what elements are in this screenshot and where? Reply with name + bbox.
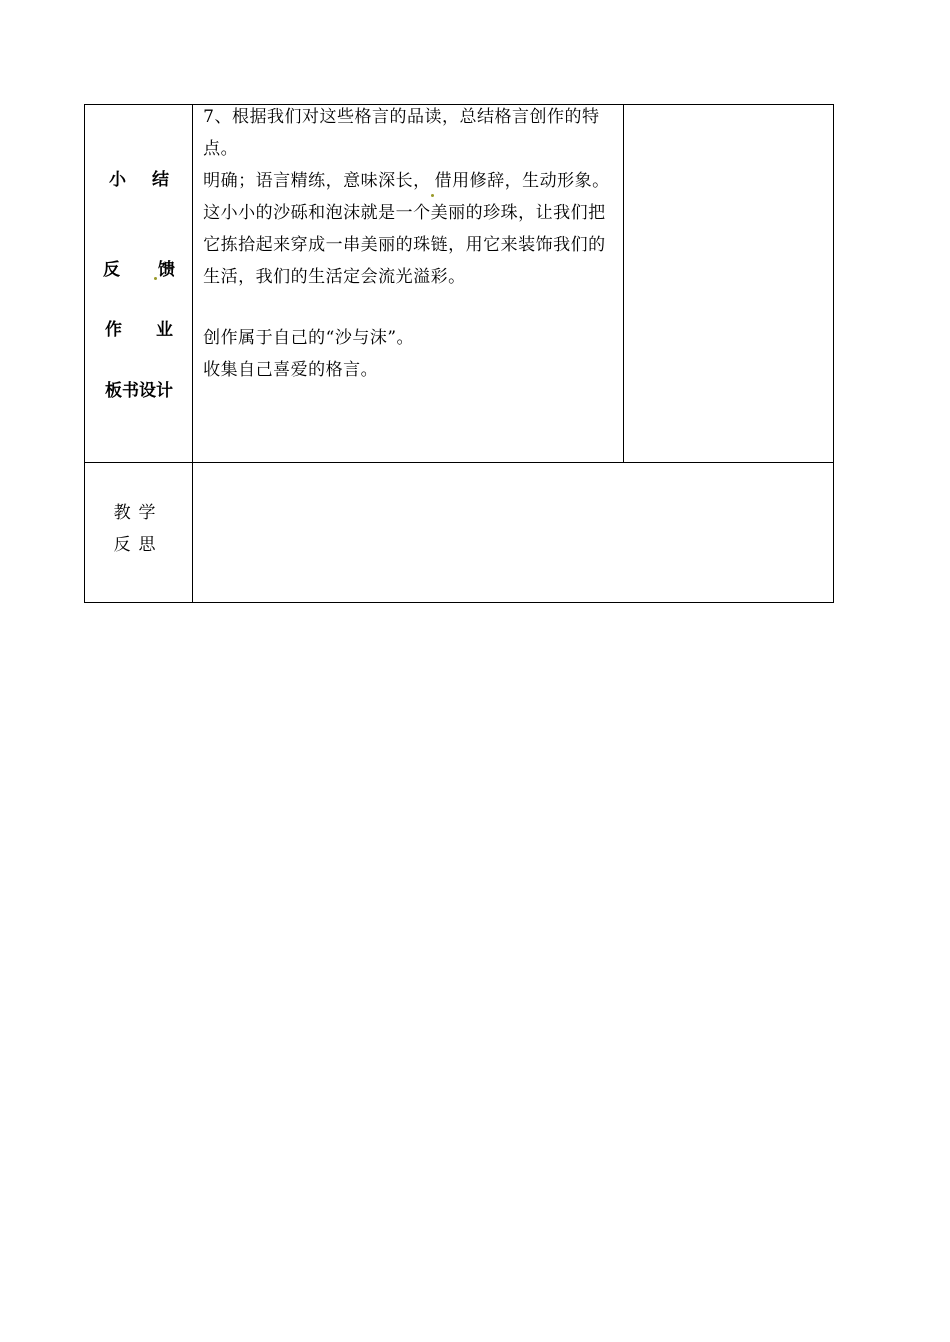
main-content-cell	[193, 105, 624, 463]
main-content	[193, 101, 623, 386]
label-feedback: 反 馈	[103, 260, 175, 280]
reflection-row	[85, 463, 834, 603]
label-homework: 作 业	[105, 320, 173, 340]
reflection-label-cell	[85, 463, 193, 603]
closing-text: 这小小的沙砾和泡沫就是一个美丽的珍珠，让我们把它拣拾起来穿成一串美丽的珠链，用它来装饰我们的生活，我们的生活定会流光溢彩。	[203, 203, 606, 287]
homework-item-2: 收集自己喜爱的格言。	[203, 360, 379, 380]
lesson-plan-table-wrapper	[84, 104, 834, 604]
section-labels-cell	[85, 105, 193, 463]
homework-item-1: 创作属于自己的“沙与沫”。	[203, 328, 415, 348]
section-labels	[85, 105, 192, 462]
label-board-design: 板书设计	[105, 381, 173, 401]
reflection-content-cell	[193, 463, 834, 603]
label-reflection: 教学 反思	[113, 503, 164, 555]
question-text: 7、根据我们对这些格言的品读，总结格言创作的特点。	[203, 107, 600, 159]
mark-dot	[154, 277, 157, 280]
summary-row	[85, 105, 834, 463]
lesson-plan-table	[84, 104, 834, 603]
answer-text: 明确；语言精练，意味深长， 借用修辞，生动形象。	[203, 165, 613, 197]
side-notes-cell	[623, 105, 833, 463]
label-summary: 小 结	[109, 170, 169, 190]
